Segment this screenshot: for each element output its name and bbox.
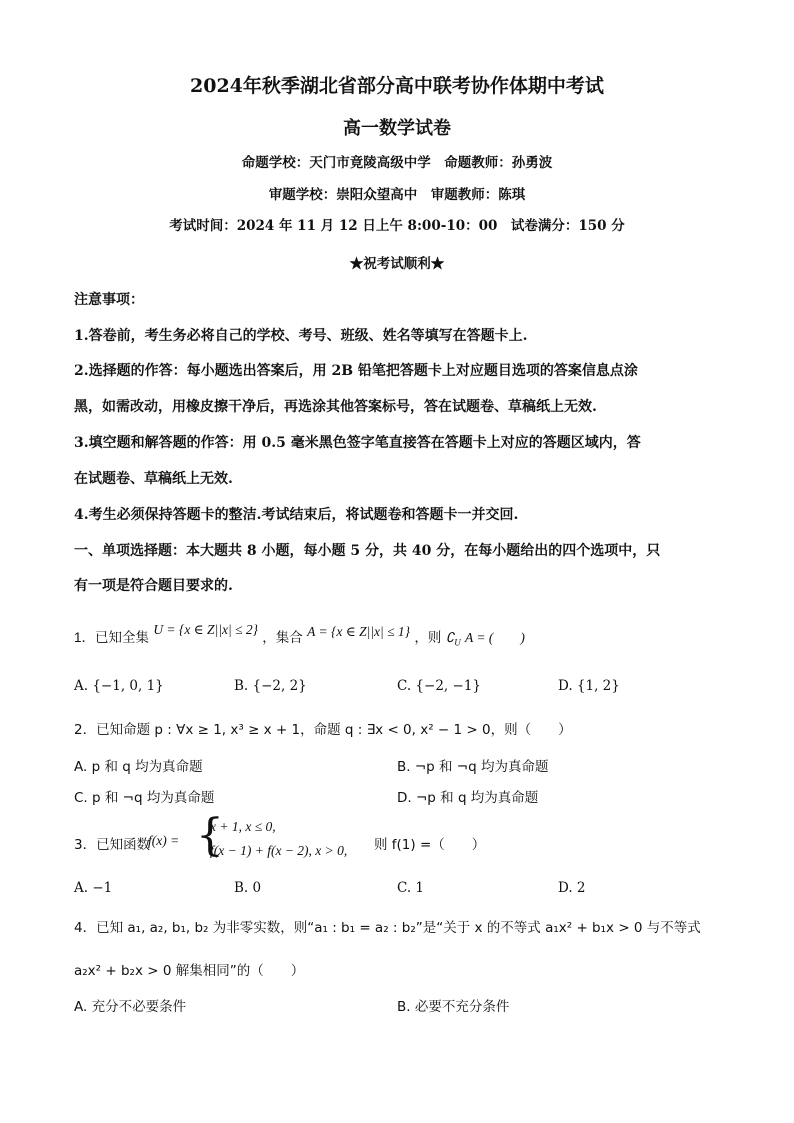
question-1: 1．已知全集 U = {x ∈ Z||x| ≤ 2} ，集合 A = {x ∈ Z||x| ≤ 1} ，则 $∁_U$ A = ( ) bbox=[74, 622, 525, 648]
question-1-mid: ，集合 bbox=[262, 630, 303, 645]
question-4-option-a: A. 充分不必要条件 bbox=[74, 999, 187, 1015]
question-3-option-a: A. −1 bbox=[74, 880, 113, 896]
question-3-option-d: D. 2 bbox=[558, 880, 586, 896]
question-1-universal-set: U = {x ∈ Z||x| ≤ 2} bbox=[153, 622, 258, 637]
section-1-heading-line-1: 一、单项选择题：本大题共 8 小题，每小题 5 分，共 40 分，在每小题给出的四个选项中，只 bbox=[74, 543, 661, 559]
question-1-option-d: D. {1, 2} bbox=[558, 678, 620, 694]
question-1-end: A = ( ) bbox=[465, 630, 525, 645]
question-3-option-c: C. 1 bbox=[397, 880, 425, 896]
question-3-brace: { bbox=[196, 810, 224, 861]
proposer-line: 命题学校：天门市竟陵高级中学 命题教师：孙勇波 bbox=[241, 155, 553, 171]
note-2-line-2: 黑，如需改动，用橡皮擦干净后，再选涂其他答案标号，答在试题卷、草稿纸上无效. bbox=[74, 399, 597, 415]
question-1-complement: ∁ bbox=[445, 630, 455, 645]
question-4-line-2: a₂x² + b₂x > 0 解集相同”的（ ） bbox=[74, 963, 305, 979]
question-2-option-a: A. p 和 q 均为真命题 bbox=[74, 759, 203, 775]
exam-title: 2024年秋季湖北省部分高中联考协作体期中考试 bbox=[190, 75, 604, 97]
question-2-option-d: D. ¬p 和 q 均为真命题 bbox=[397, 790, 539, 806]
note-2-line-1: 2.选择题的作答：每小题选出答案后，用 2B 铅笔把答题卡上对应题目选项的答案信息点涂 bbox=[74, 363, 638, 379]
exam-subtitle: 高一数学试卷 bbox=[343, 118, 451, 139]
note-3-line-2: 在试题卷、草稿纸上无效. bbox=[74, 471, 233, 487]
question-3-option-b: B. 0 bbox=[234, 880, 262, 896]
question-1-option-b: B. {−2, 2} bbox=[234, 678, 307, 694]
question-1-number: 1．已知全集 bbox=[74, 630, 150, 645]
notes-heading: 注意事项： bbox=[74, 292, 144, 308]
good-luck-line: ★祝考试顺利★ bbox=[349, 256, 445, 272]
section-1-heading-line-2: 有一项是符合题目要求的. bbox=[74, 578, 233, 594]
question-3-case-1: x + 1, x ≤ 0, bbox=[210, 819, 276, 834]
question-1-option-a: A. {−1, 0, 1} bbox=[74, 678, 164, 694]
question-1-tail: ，则 bbox=[414, 630, 442, 645]
question-3-number: 3．已知函数 bbox=[74, 837, 151, 853]
reviewer-line: 审题学校：崇阳众望高中 审题教师：陈琪 bbox=[268, 187, 526, 203]
note-3-line-1: 3.填空题和解答题的作答：用 0.5 毫米黑色签字笔直接答在答题卡上对应的答题区域内，答 bbox=[74, 435, 641, 451]
question-4-option-b: B. 必要不充分条件 bbox=[397, 999, 510, 1015]
question-2-option-b: B. ¬p 和 ¬q 均为真命题 bbox=[397, 759, 549, 775]
question-2-option-c: C. p 和 ¬q 均为真命题 bbox=[74, 790, 215, 806]
question-1-option-c: C. {−2, −1} bbox=[397, 678, 481, 694]
question-3-case-2: f(x − 1) + f(x − 2), x > 0, bbox=[210, 843, 348, 858]
note-1: 1.答卷前，考生务必将自己的学校、考号、班级、姓名等填写在答题卡上. bbox=[74, 328, 528, 344]
question-1-set-a: A = {x ∈ Z||x| ≤ 1} bbox=[307, 624, 411, 639]
question-3-fx: f(x) = bbox=[148, 833, 180, 848]
question-4-line-1: 4．已知 a₁, a₂, b₁, b₂ 为非零实数，则“a₁ : b₁ = a₂ : b₂”是“关于 x 的不等式 a₁x² + b₁x > 0 与不等式 bbox=[74, 920, 701, 936]
question-3-tail: 则 f(1) =（ ） bbox=[374, 837, 486, 853]
note-4: 4.考生必须保持答题卡的整洁.考试结束后，将试题卷和答题卡一并交回. bbox=[74, 507, 519, 523]
question-2-stem: 2．已知命题 p : ∀x ≥ 1, x³ ≥ x + 1，命题 q : ∃x < 0, x² − 1 > 0，则（ ） bbox=[74, 722, 572, 738]
exam-time-line: 考试时间：2024 年 11 月 12 日上午 8:00-10：00 试卷满分：150 分 bbox=[169, 218, 625, 234]
